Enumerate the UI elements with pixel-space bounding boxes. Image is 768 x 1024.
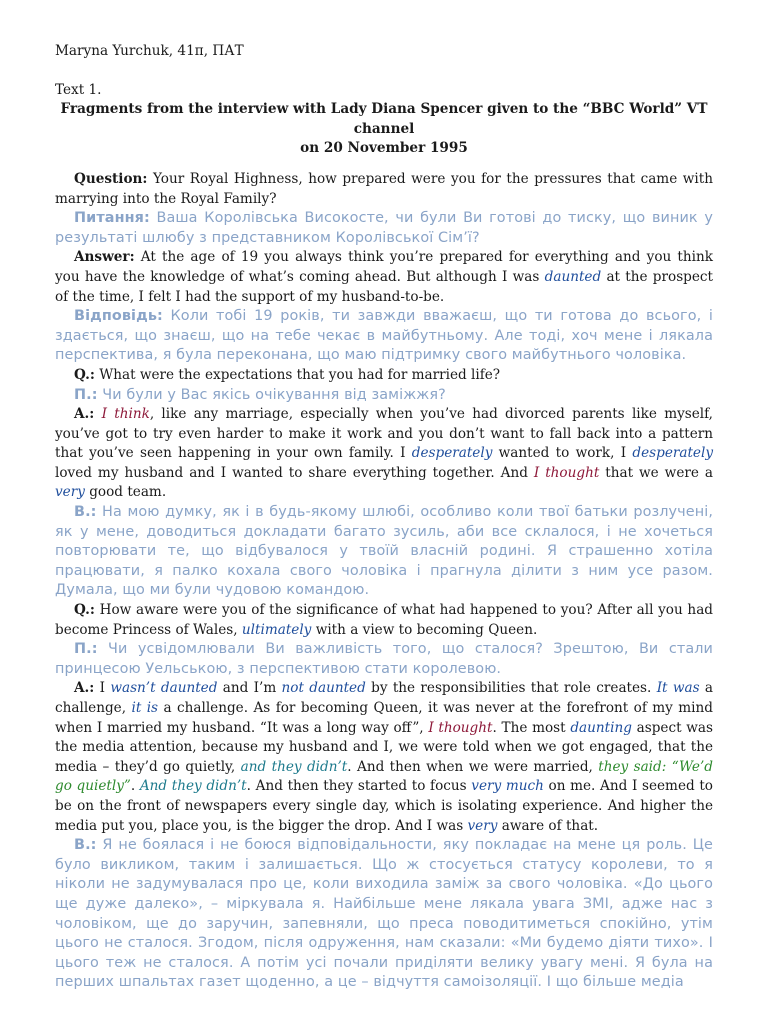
answer-2-translation: В.: На мою думку, як і в будь-якому шлюбі, особливо коли твої батьки розлучені, як у мене, доводиться докладати багато зусиль, аби все склалося, і не хочеться повторювати те, що відбувалося у твоїй власній родині. Я страшенно хотіла працювати, я палко кохала свого чоловіка і прагнула ділити з ним усе разом. Думала, що ми були чудовою командою.	[55, 504, 713, 599]
document-title: Fragments from the interview with Lady Diana Spencer given to the “BBC World” VT channel on 20 November 1995	[60, 101, 708, 157]
question-2-translation: П.: Чи були у Вас якісь очікування від заміжжя?	[74, 386, 446, 403]
author-line: Maryna Yurchuk, 41п, ПАТ	[55, 43, 244, 59]
question-3: Q.: How aware were you of the significance of what had happened to you? After all you had become Princess of Wales, ultimately with a view to becoming Queen.	[55, 602, 713, 638]
answer-3: A.: I wasn’t daunted and I’m not daunted by the responsibilities that role creates. It was a challenge, it is a challenge. As for becoming Queen, it was never at the forefront of my mind when I married my husband. “It was a long way off”, I thought. The most daunting aspect was the media attention, because my husband and I, we were told when we got engaged, that the media – they’d go quietly, and they didn’t. And then when we were married, they said: “We’d go quietly”. And they didn’t. And then they started to focus very much on me. And I seemed to be on the front of newspapers every single day, which is isolating experience. And higher the media put you, place you, is the bigger the drop. And I was very aware of that.	[55, 680, 713, 834]
text-number: Text 1.	[55, 81, 102, 98]
question-1-translation: Питання: Ваша Королівська Високосте, чи були Ви готові до тиску, що виник у результаті шлюбу з представником Королівської Сім’ї?	[55, 210, 713, 246]
answer-1: Answer: At the age of 19 you always think you’re prepared for everything and you think you have the knowledge of what’s coming ahead. But although I was daunted at the prospect of the time, I felt I had the support of my husband-to-be.	[55, 249, 713, 305]
answer-2: A.: I think, like any marriage, especially when you’ve had divorced parents like myself, you’ve got to try even harder to make it work and you don’t want to fall back into a pattern that you’ve seen happening in your own family. I desperately wanted to work, I desperately loved my husband and I wanted to share everything together. And I thought that we were a very good team.	[55, 406, 714, 501]
question-1: Question: Your Royal Highness, how prepared were you for the pressures that came with marrying into the Royal Family?	[55, 170, 713, 207]
answer-3-translation: В.: Я не боялася і не боюся відповідальности, яку покладає на мене ця роль. Це було викликом, таким і залишається. Що ж стосується статусу королеви, то я ніколи не задумувалася про це, коли виходила заміж за свого чоловіка. «До цього ще дуже далеко», – міркувала я. Найбільше мене лякала увага ЗМІ, адже нас з чоловіком, ще до заручин, запевняли, що преса поводитиметься спокійно, утім цього не сталося. Згодом, після одруження, нам сказали: «Ми будемо діяти тихо». І цього теж не сталося. А потім усі почали приділяти велику увагу мені. Я була на перших шпальтах газет щоденно, а це – відчуття самоізоляції. І що більше медіа	[55, 837, 713, 991]
answer-1-translation: Відповідь: Коли тобі 19 років, ти завжди вважаєш, що ти готова до всього, і здається, що знаєш, що на тебе чекає в майбутньому. Але тоді, хоч мене і лякала перспектива, я була переконана, що маю підтримку свого майбутнього чоловіка.	[55, 308, 713, 364]
question-2: Q.: What were the expectations that you had for married life?	[74, 366, 501, 383]
question-3-translation: П.: Чи усвідомлювали Ви важливість того, що сталося? Зрештою, Ви стали принцесою Уельською, з перспективою стати королевою.	[55, 641, 713, 677]
